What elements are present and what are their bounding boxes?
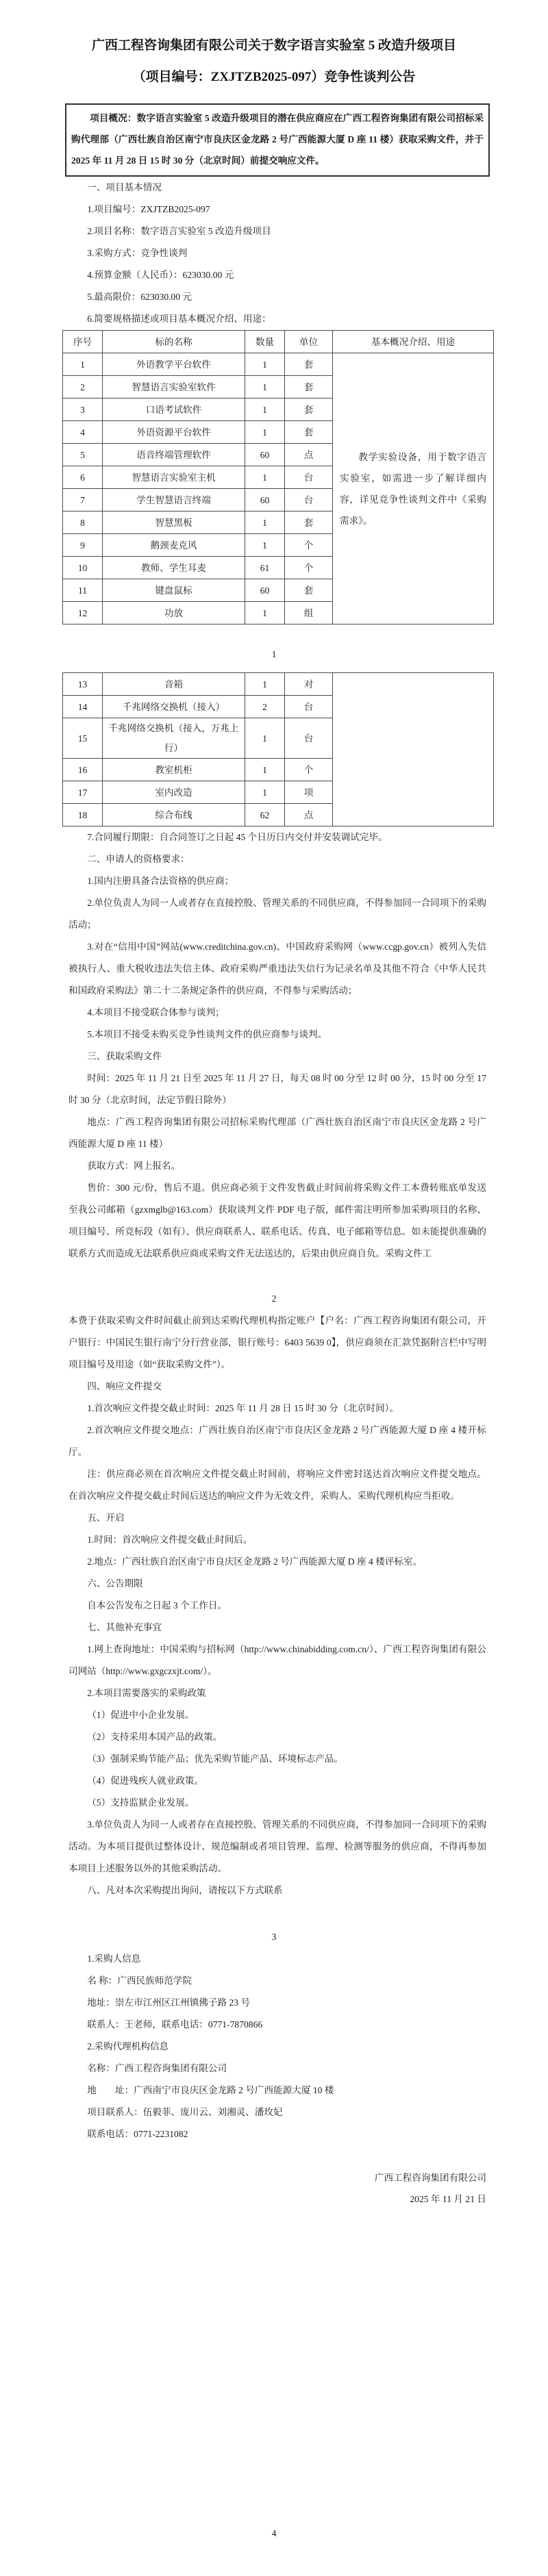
cell-no: 2	[63, 376, 103, 399]
section-1-heading: 一、项目基本情况	[87, 182, 162, 192]
cell-no: 14	[63, 696, 103, 718]
spec-intro: 6.简要规格描述或项目基本概况介绍、用途：	[87, 314, 271, 324]
items-table-part1	[62, 330, 494, 624]
policy-4: （4）促进残疾人就业政策。	[87, 1776, 204, 1786]
cell-qty: 1	[245, 466, 285, 489]
other-rule: 3.单位负责人为同一人或者存在直接控股、管理关系的不同供应商，不得参加同一合同项下的采购活动。为本项目提供过整体设计、规范编制或者项目管理、监理、检测等服务的供应商，不得再参加本项目上述服务以外的其他采购活动。	[68, 1819, 486, 1873]
title-line-2: （项目编号：ZXJTZB2025-097）竞争性谈判公告	[132, 70, 416, 84]
header-no: 序号	[63, 331, 103, 353]
table-row	[63, 673, 494, 696]
section-5-heading: 五、开启	[87, 1513, 125, 1523]
cell-qty: 1	[245, 673, 285, 696]
purchaser-contact: 联系人：王老师，联系电话：0771-7870866	[87, 2019, 263, 2030]
agency-info-heading: 2.采购代理机构信息	[87, 2041, 169, 2051]
header-desc: 基本概况介绍、用途	[333, 331, 494, 353]
cell-no: 9	[63, 534, 103, 557]
agency-contacts: 项目联系人：伍毅菲、庞川云、刘湘灵、潘玫妃	[87, 2107, 283, 2117]
header-unit: 单位	[285, 331, 333, 353]
doc-obtain-time: 时间：2025 年 11 月 21 日至 2025 年 11 月 27 日，每天 08 时 00 分至 12 时 00 分，15 时 00 分至 17 时 30 分（北京时间，法定节假日除外）	[68, 1073, 486, 1105]
submit-place: 2.首次响应文件提交地点：广西壮族自治区南宁市良庆区金龙路 2 号广西能源大厦 D 座 4 楼开标厅。	[68, 1425, 486, 1457]
agency-address: 地 址：广西南宁市良庆区金龙路 2 号广西能源大厦 10 楼	[87, 2085, 334, 2095]
cell-name: 功放	[103, 602, 245, 624]
table-header-row	[63, 331, 494, 353]
cell-unit: 套	[285, 399, 333, 421]
cell-no: 1	[63, 353, 103, 376]
cell-name: 口语考试软件	[103, 399, 245, 421]
cell-qty: 1	[245, 399, 285, 421]
page-number-3: 3	[271, 1932, 277, 1942]
cell-name: 外语教学平台软件	[103, 353, 245, 376]
table-row	[63, 353, 494, 376]
cell-unit: 对	[285, 673, 333, 696]
items-table-part2	[62, 672, 494, 826]
doc-obtain-place: 地点：广西工程咨询集团有限公司招标采购代理部（广西壮族自治区南宁市良庆区金龙路 2 号广西能源大厦 D 座 11 楼）	[68, 1117, 486, 1149]
purchaser-info-heading: 1.采购人信息	[87, 1954, 141, 1964]
cell-qty: 1	[245, 718, 285, 759]
cell-qty: 1	[245, 781, 285, 804]
cell-qty: 1	[245, 376, 285, 399]
cell-unit: 台	[285, 696, 333, 718]
section-8-heading: 八、凡对本次采购提出询问，请按以下方式联系	[87, 1885, 283, 1895]
cell-unit: 台	[285, 466, 333, 489]
signature-block	[68, 2167, 486, 2210]
agency-name: 名称：广西工程咨询集团有限公司	[87, 2063, 227, 2073]
section-contacts	[68, 1948, 486, 2145]
section-4-heading: 四、响应文件提交	[87, 1381, 162, 1391]
cell-unit: 台	[285, 489, 333, 512]
cell-unit: 个	[285, 759, 333, 781]
announcement-period: 自本公告发布之日起 3 个工作日。	[87, 1600, 227, 1611]
policy-5: （5）支持监狱企业发展。	[87, 1797, 195, 1808]
section-basic-info	[68, 177, 486, 330]
cell-no: 7	[63, 489, 103, 512]
cell-unit: 套	[285, 579, 333, 602]
cell-qty: 62	[245, 804, 285, 826]
cell-no: 6	[63, 466, 103, 489]
cell-name: 外语资源平台软件	[103, 421, 245, 444]
policy-2: （2）支持采用本国产品的政策。	[87, 1732, 223, 1742]
cell-no: 5	[63, 444, 103, 466]
items-description-cell	[333, 353, 494, 624]
doc-price: 售价：300 元/份，售后不退。供应商必须于文件发售截止时间前将采购文件工本费转账底单发送至我公司邮箱（gzxmglb@163.com）获取谈判文件 PDF 电子版，邮件需注明所参加采购项目的名称、项目编号、所竞标段（如有）、供应商联系人、联系电话、传真、电子邮箱等信息。如未能提供准确的联系方式而造成无法联系供应商或采购文件无法送达的，后果由供应商自负。采购文件工	[68, 1183, 486, 1259]
cell-name: 音箱	[103, 673, 245, 696]
cell-name: 智慧语言实验室软件	[103, 376, 245, 399]
cell-name: 学生智慧语言终端	[103, 489, 245, 512]
max-price: 5.最高限价：623030.00 元	[87, 292, 192, 302]
page-number-4: 4	[271, 2528, 277, 2538]
purchaser-address: 地址：崇左市江州区江州镇佛子路 23 号	[87, 1997, 251, 2008]
cell-qty: 1	[245, 534, 285, 557]
page-number-2: 2	[271, 1293, 277, 1304]
cell-qty: 1	[245, 602, 285, 624]
title-line-1: 广西工程咨询集团有限公司关于数字语言实验室 5 改造升级项目	[91, 38, 456, 53]
policy-3: （3）强制采购节能产品；优先采购节能产品、环境标志产品。	[87, 1754, 344, 1764]
cell-unit: 套	[285, 421, 333, 444]
cell-no: 16	[63, 759, 103, 781]
cell-qty: 61	[245, 557, 285, 579]
section-fee-continuation	[68, 1310, 486, 1376]
cell-qty: 1	[245, 512, 285, 534]
cell-unit: 项	[285, 781, 333, 804]
cell-no: 12	[63, 602, 103, 624]
cell-no: 17	[63, 781, 103, 804]
document-title	[0, 0, 548, 93]
qualification-4: 4.本项目不接受联合体参与谈判；	[87, 1007, 225, 1018]
cell-unit: 组	[285, 602, 333, 624]
cell-qty: 2	[245, 696, 285, 718]
policy-heading: 2.本项目需要落实的采购政策	[87, 1688, 206, 1698]
section-requirements	[68, 826, 486, 1265]
cell-name: 智慧语言实验室主机	[103, 466, 245, 489]
cell-qty: 60	[245, 444, 285, 466]
budget-amount: 4.预算金额（人民币）：623030.00 元	[87, 270, 234, 280]
cell-name: 室内改造	[103, 781, 245, 804]
cell-unit: 个	[285, 557, 333, 579]
cell-qty: 60	[245, 489, 285, 512]
open-place: 2.地点：广西壮族自治区南宁市良庆区金龙路 2 号广西能源大厦 D 座 4 楼评标室。	[87, 1556, 423, 1567]
cell-unit: 套	[285, 512, 333, 534]
cell-no: 11	[63, 579, 103, 602]
doc-fee-continuation: 本费于获取采购文件时间截止前到达采购代理机构指定账户【户名：广西工程咨询集团有限公司，开户银行：中国民生银行南宁分行营业部，银行账号：6403 5639 0】，供应商须在汇款凭据附言栏中写明项目编号及用途（如“获取采购文件”）。	[68, 1315, 486, 1369]
agency-phone: 联系电话：0771-2231082	[87, 2129, 188, 2139]
cell-qty: 1	[245, 759, 285, 781]
section-submission	[68, 1376, 486, 1902]
cell-qty: 60	[245, 579, 285, 602]
cell-qty: 1	[245, 421, 285, 444]
cell-no: 10	[63, 557, 103, 579]
contract-period: 7.合同履行期限：自合同签订之日起 45 个日历日内交付并安装调试完毕。	[87, 832, 388, 842]
query-urls: 1.网上查询地址：中国采购与招标网（http://www.chinabidding.com.cn/）、广西工程咨询集团有限公司网站（http://www.gxgczxjt.com/）。	[68, 1644, 486, 1676]
procurement-method: 3.采购方式：竞争性谈判	[87, 248, 188, 258]
policy-1: （1）促进中小企业发展。	[87, 1710, 195, 1720]
cell-unit: 点	[285, 444, 333, 466]
qualification-3: 3.对在“信用中国”网站(www.creditchina.gov.cn)、中国政府采购网（www.ccgp.gov.cn）被列入失信被执行人、重大税收违法失信主体、政府采购严重违法失信行为记录名单及其他不符合《中华人民共和国政府采购法》第二十二条规定条件的供应商，不得参与采购活动；	[68, 942, 486, 996]
cell-name: 语音终端管理软件	[103, 444, 245, 466]
cell-name: 键盘鼠标	[103, 579, 245, 602]
signature-date: 2025 年 11 月 21 日	[410, 2194, 486, 2204]
cell-name: 教室机柜	[103, 759, 245, 781]
section-6-heading: 六、公告期限	[87, 1578, 143, 1589]
doc-obtain-method: 获取方式：网上报名。	[87, 1161, 181, 1171]
cell-no: 8	[63, 512, 103, 534]
cell-no: 4	[63, 421, 103, 444]
project-number: 1.项目编号：ZXJTZB2025-097	[87, 204, 210, 214]
qualification-2: 2.单位负责人为同一人或者存在直接控股、管理关系的不同供应商，不得参加同一合同项下的采购活动；	[68, 898, 486, 930]
submit-note: 注：供应商必须在首次响应文件提交截止时间前，将响应文件密封送达首次响应文件提交地点。在首次响应文件提交截止时间后送达的响应文件为无效文件，采购人、采购代理机构应当拒收。	[68, 1469, 486, 1501]
section-2-heading: 二、申请人的资格要求：	[87, 854, 190, 864]
cell-name: 综合布线	[103, 804, 245, 826]
cell-unit: 套	[285, 376, 333, 399]
submit-deadline: 1.首次响应文件提交截止时间：2025 年 11 月 28 日 15 时 30 分（北京时间）。	[87, 1403, 399, 1413]
qualification-1: 1.国内注册具备合法资格的供应商；	[87, 876, 234, 886]
project-overview-box	[65, 103, 490, 177]
cell-name: 教师、学生耳麦	[103, 557, 245, 579]
company-signature: 广西工程咨询集团有限公司	[374, 2173, 486, 2183]
cell-name: 千兆网络交换机（接入，万兆上行）	[103, 718, 245, 759]
cell-no: 13	[63, 673, 103, 696]
cell-no: 18	[63, 804, 103, 826]
project-overview-text: 项目概况：数字语言实验室 5 改造升级项目的潜在供应商应在广西工程咨询集团有限公司招标采购代理部（广西壮族自治区南宁市良庆区金龙路 2 号广西能源大厦 D 座 11 楼）获取采购文件，并于 2025 年 11 月 28 日 15 时 30 分（北京时间）前提交响应文件。	[71, 113, 484, 166]
qualification-5: 5.本项目不接受未购买竞争性谈判文件的供应商参与谈判。	[87, 1029, 327, 1039]
page-number-1: 1	[271, 649, 277, 659]
items-description-cell-2	[333, 673, 494, 826]
cell-name: 鹅颈麦克风	[103, 534, 245, 557]
header-name: 标的名称	[103, 331, 245, 353]
section-3-heading: 三、获取采购文件	[87, 1051, 162, 1061]
cell-name: 智慧黑板	[103, 512, 245, 534]
section-7-heading: 七、其他补充事宜	[87, 1622, 162, 1632]
header-qty: 数量	[245, 331, 285, 353]
cell-qty: 1	[245, 353, 285, 376]
cell-unit: 台	[285, 718, 333, 759]
cell-unit: 套	[285, 353, 333, 376]
cell-name: 千兆网络交换机（接入）	[103, 696, 245, 718]
open-time: 1.时间：首次响应文件提交截止时间后。	[87, 1535, 253, 1545]
project-name: 2.项目名称：数字语言实验室 5 改造升级项目	[87, 226, 271, 236]
items-description: 教学实验设备，用于数字语言实验室，如需进一步了解详细内容，详见竞争性谈判文件中《采购需求》。	[340, 451, 486, 526]
cell-unit: 个	[285, 534, 333, 557]
cell-no: 3	[63, 399, 103, 421]
cell-no: 15	[63, 718, 103, 759]
cell-unit: 点	[285, 804, 333, 826]
purchaser-name: 名 称：广西民族师范学院	[87, 1975, 192, 1986]
